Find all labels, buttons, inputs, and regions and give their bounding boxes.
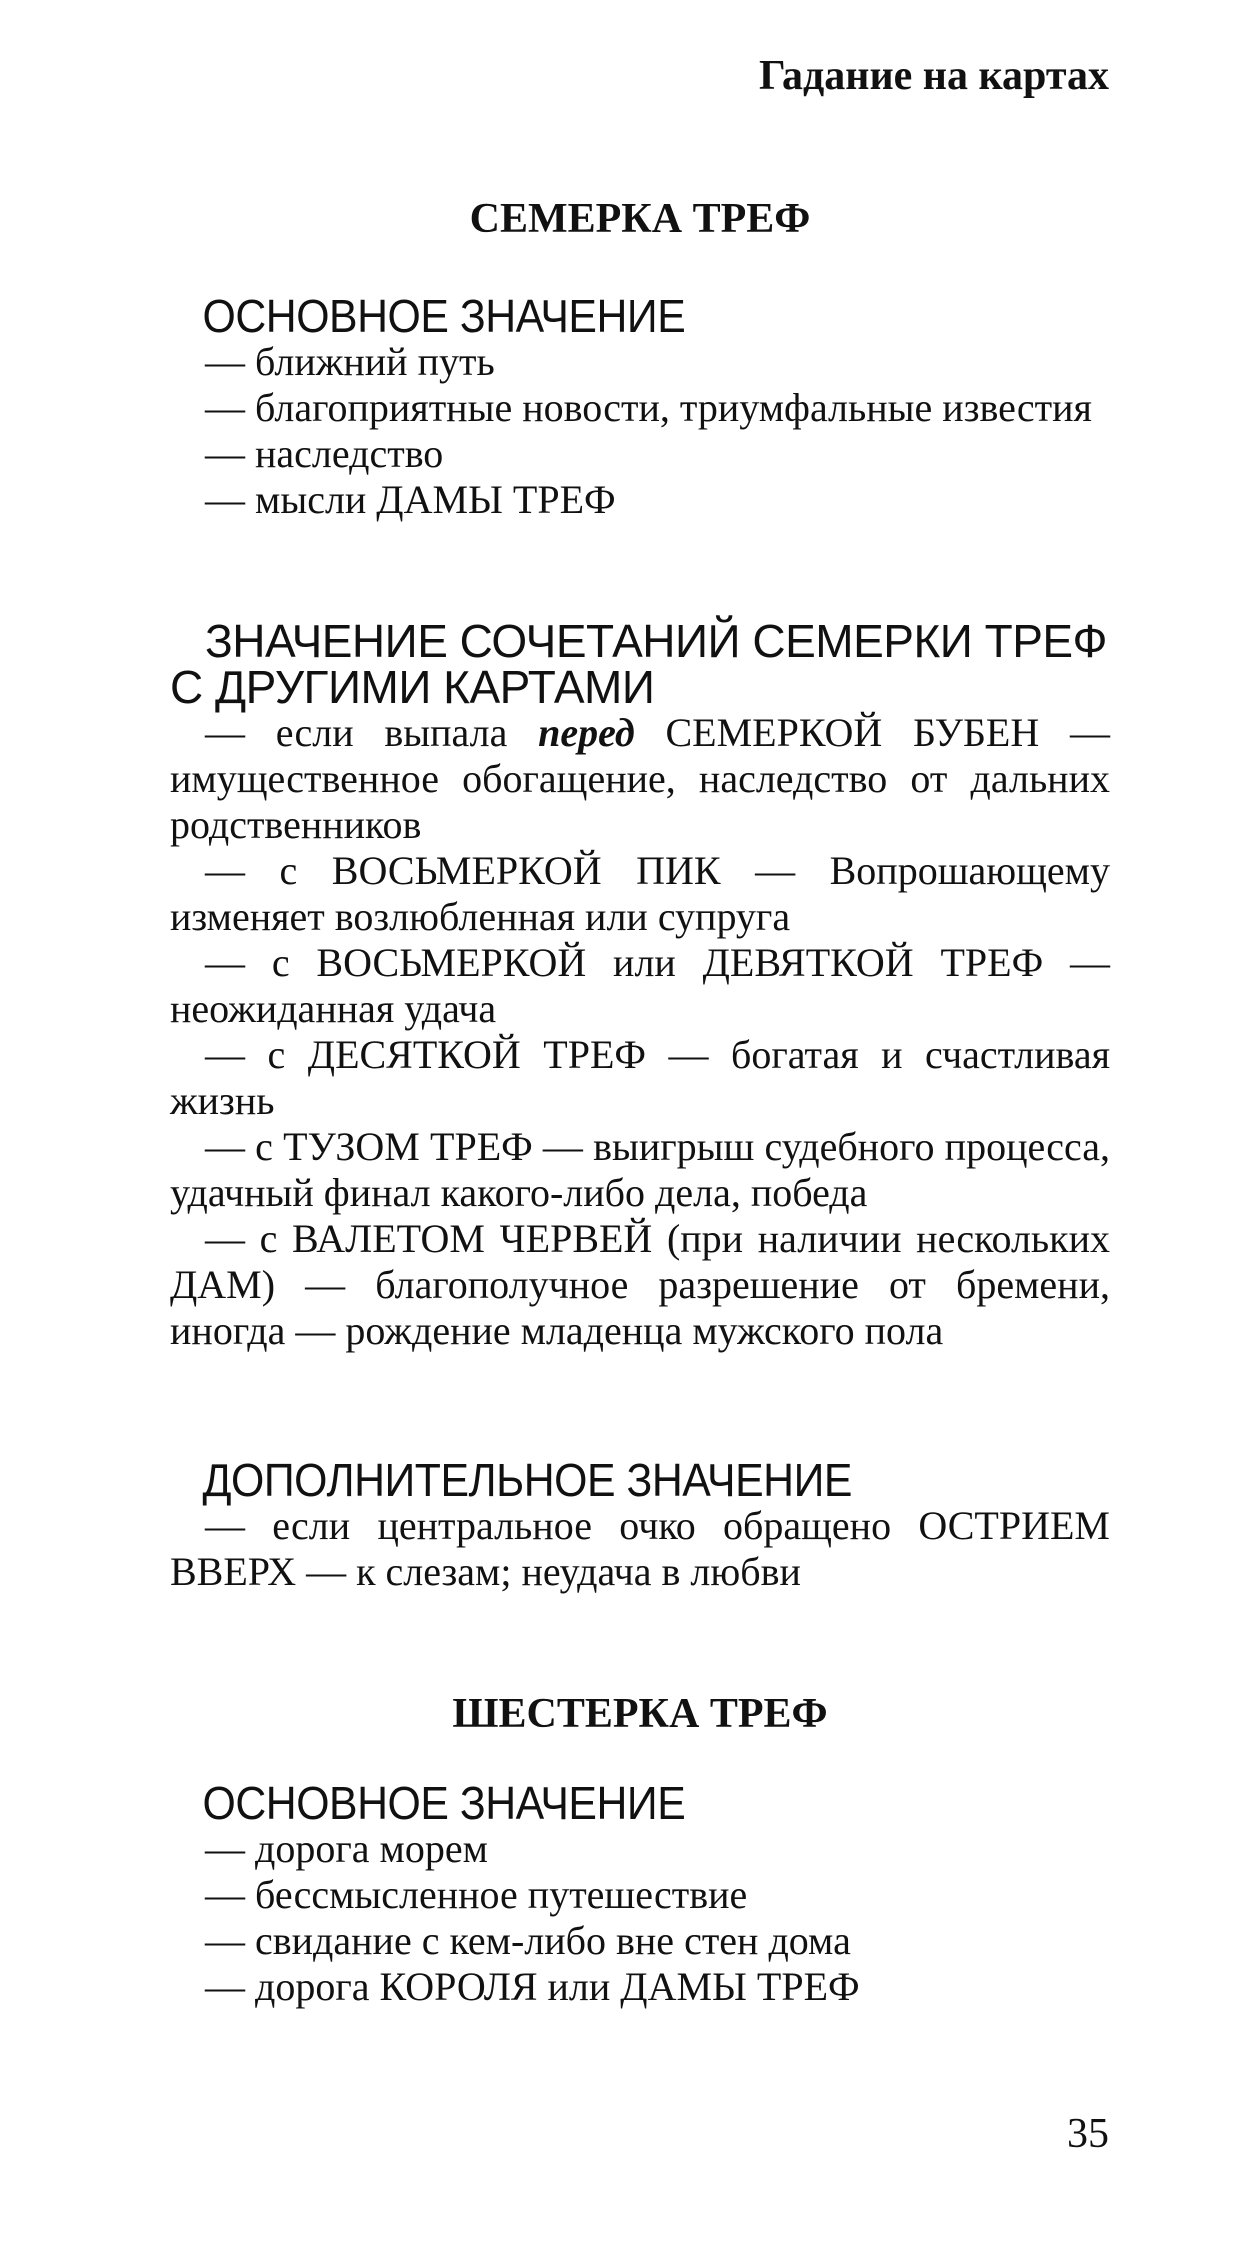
list-item: — свидание с кем-либо вне стен дома [205,1918,851,1963]
additional-meaning-group [170,1454,1110,1595]
list-item: — с ДЕСЯТКОЙ ТРЕФ — богатая и счастливая жизнь [170,1032,1110,1123]
list-item: — с ВАЛЕТОМ ЧЕРВЕЙ (при наличии нескольких ДАМ) — благополучное разрешение от бремени, иногда — рождение младенца мужского пола [170,1216,1110,1353]
text-column [170,0,1110,2254]
list-item: — бессмысленное путешествие [205,1872,748,1917]
group-heading: ОСНОВНОЕ ЗНАЧЕНИЕ [202,290,686,342]
basic-meaning-group [170,290,1110,523]
list-item: — благоприятные новости, триумфальные известия [205,385,1092,430]
combinations-group [170,615,1110,1354]
list-item: — дорога КОРОЛЯ или ДАМЫ ТРЕФ [205,1964,860,2009]
card-title: СЕМЕРКА ТРЕФ [469,196,811,242]
list-item: — ближний путь [205,339,495,384]
list-item: — если центральное очко обращено ОСТРИЕМ ВВЕРХ — к слезам; неудача в любви [170,1503,1110,1594]
list-item: — с ТУЗОМ ТРЕФ — выигрыш судебного процесса, удачный финал какого-либо дела, победа [170,1124,1110,1215]
list-item: — наследство [205,431,444,476]
group-heading: ОСНОВНОЕ ЗНАЧЕНИЕ [202,1777,686,1829]
list-item: — мысли ДАМЫ ТРЕФ [205,477,616,522]
list-item: — если выпала перед СЕМЕРКОЙ БУБЕН — имущественное обогащение, наследство от дальних родственников [170,710,1110,847]
page-number: 35 [1067,2111,1109,2157]
list-item: — с ВОСЬМЕРКОЙ ПИК — Вопрошающему изменяет возлюбленная или супруга [170,848,1110,939]
group-heading: ДОПОЛНИТЕЛЬНОЕ ЗНАЧЕНИЕ [202,1454,852,1506]
group-heading: ЗНАЧЕНИЕ СОЧЕТАНИЙ СЕМЕРКИ ТРЕФ С ДРУГИМИ КАРТАМИ [170,615,1108,713]
list-item: — дорога морем [205,1826,488,1871]
card-title: ШЕСТЕРКА ТРЕФ [452,1691,828,1737]
running-header: Гадание на картах [758,53,1109,99]
list-item: — с ВОСЬМЕРКОЙ или ДЕВЯТКОЙ ТРЕФ — неожиданная удача [170,940,1110,1031]
basic-meaning-group [170,1777,1110,2010]
